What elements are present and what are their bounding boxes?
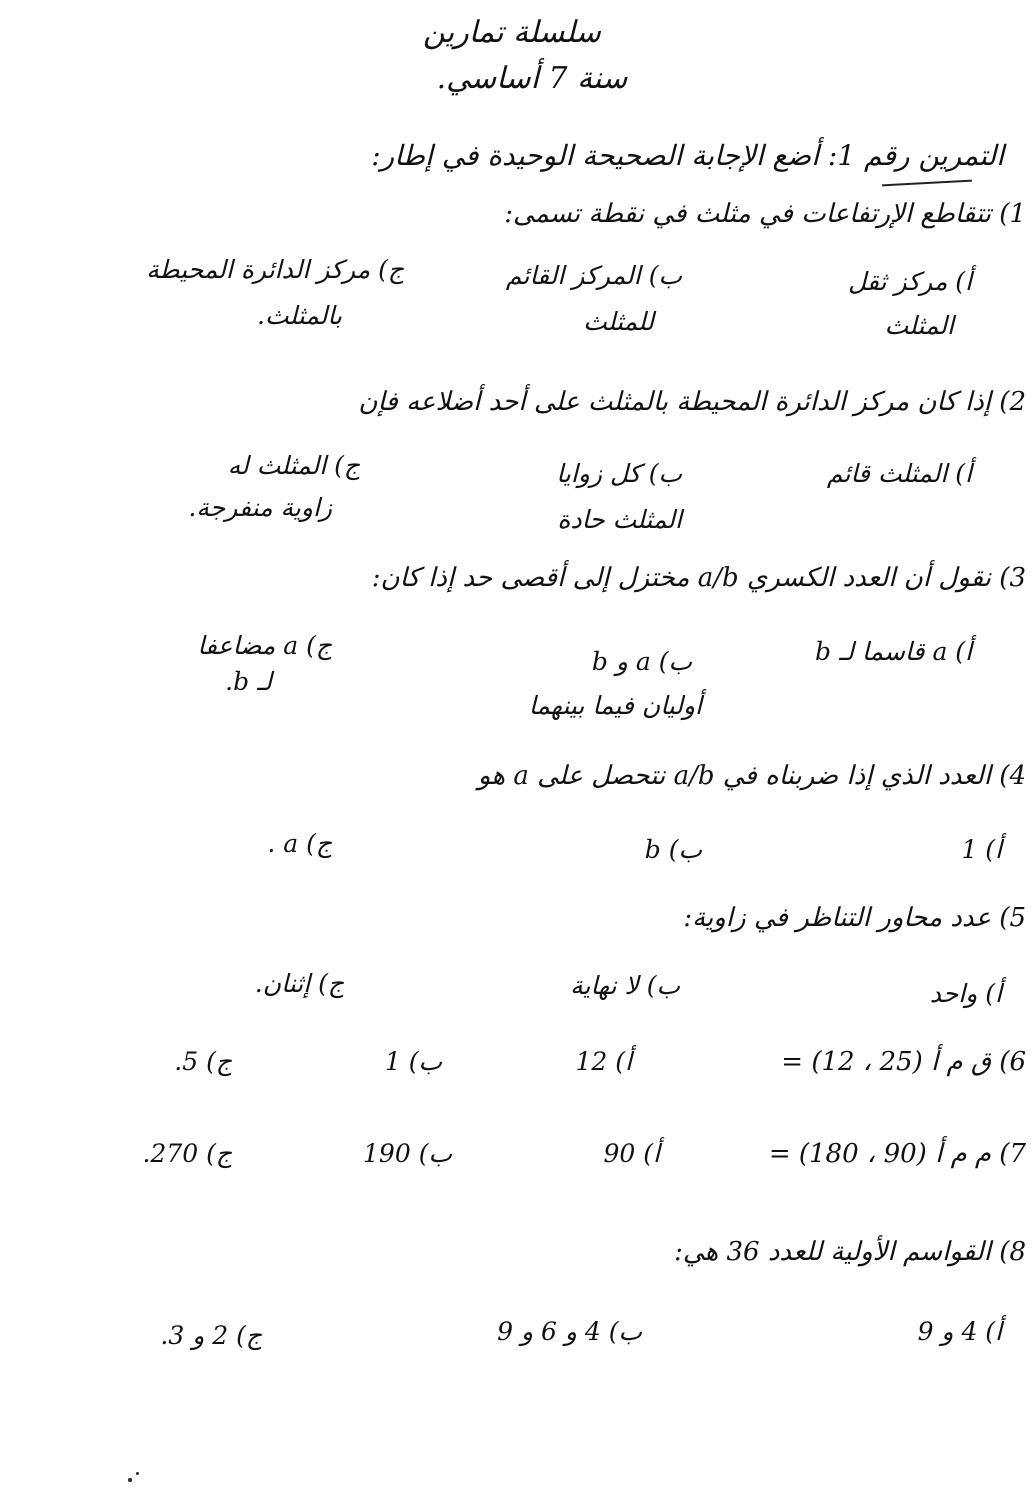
q5-option-b[interactable] [570,972,680,1001]
option-letter: ج) [378,255,404,284]
question-7 [769,1140,1026,1170]
option-text: مركز ثقل [847,267,948,296]
option-text: 5. [174,1047,199,1076]
question-number: 3) [999,563,1026,593]
option-text: 12 [575,1047,608,1076]
q7-option-b[interactable] [363,1140,452,1169]
q6-option-c[interactable] [174,1048,232,1077]
option-text: a و b [591,647,651,676]
question-1 [504,200,1026,230]
question-number: 6) [999,1047,1026,1077]
question-text: م م أ (90 ، 180) = [768,1139,992,1169]
option-letter: أ) [643,1139,660,1168]
question-number: 2) [999,387,1026,417]
q1-option-c-line2: بالمثلث. [257,301,342,330]
q1-option-a[interactable] [848,268,972,297]
q3-option-c-line2: لـ b. [225,667,272,696]
option-text: لا نهاية [570,971,639,1000]
q7-option-a[interactable] [604,1140,660,1169]
q5-option-c[interactable] [255,970,344,999]
option-letter: ب) [608,1317,642,1346]
option-letter: ب) [646,971,680,1000]
q1-option-b[interactable] [506,262,682,291]
question-text: ق م أ (25 ، 12) = [781,1047,992,1077]
question-number: 7) [999,1139,1026,1169]
question-text: إذا كان مركز الدائرة المحيطة بالمثلث على أحد أضلاعه فإن [358,387,992,417]
q2-option-b-line2: المثلث حادة [557,505,682,534]
q3-option-a[interactable] [815,638,972,667]
q8-option-a[interactable] [918,1318,1002,1347]
q3-option-b[interactable] [592,648,692,677]
question-text: تتقاطع الإرتفاعات في مثلث في نقطة تسمى: [504,199,992,229]
option-text: a . [267,829,299,858]
option-text: مركز الدائرة المحيطة [146,255,371,284]
q8-option-c[interactable] [160,1322,262,1351]
q4-option-a[interactable] [961,836,1002,865]
option-letter: ج) [334,451,360,480]
q4-option-c[interactable] [267,830,332,859]
option-text: 190 [363,1139,411,1168]
question-number: 1) [999,199,1026,229]
option-letter: أ) [955,637,972,666]
option-letter: ج) [306,631,332,660]
option-text: كل زوايا [556,459,641,488]
q2-option-a[interactable] [827,460,972,489]
option-text: 270. [142,1139,199,1168]
option-text: المثلث له [227,451,327,480]
option-letter: ج) [236,1321,262,1350]
option-letter: أ) [955,267,972,296]
question-text: نقول أن العدد الكسري a/b مختزل إلى أقصى حد إذا كان: [371,563,992,593]
q6-option-a[interactable] [576,1048,632,1077]
option-text: إثنان. [254,969,311,998]
option-letter: ب) [418,1139,452,1168]
series-title: سلسلة تمارين [423,15,601,50]
option-letter: ب) [668,835,702,864]
question-number: 5) [999,903,1026,933]
q1-option-a-line2: المثلث [884,311,954,340]
option-letter: ج) [306,829,332,858]
option-letter: أ) [985,979,1002,1008]
option-text: 90 [603,1139,636,1168]
q2-option-c[interactable] [228,452,360,481]
question-text: القواسم الأولية للعدد 36 هي: [674,1237,992,1267]
option-text: المثلث قائم [826,459,948,488]
option-letter: ج) [206,1139,232,1168]
question-text: عدد محاور التناظر في زاوية: [683,903,992,933]
question-5 [683,904,1026,934]
stray-pen-mark [136,1472,139,1475]
option-text: 1 [384,1047,401,1076]
option-text: a قاسما لـ b [815,637,948,666]
question-number: 4) [999,761,1026,791]
q2-option-b[interactable] [556,460,682,489]
q3-option-b-line2: أوليان فيما بينهما [528,691,702,720]
option-text: 2 و 3. [160,1321,229,1350]
question-4 [478,762,1026,792]
option-letter: أ) [615,1047,632,1076]
option-text: 4 و 9 [917,1317,978,1346]
stray-pen-mark [128,1478,132,1482]
q6-option-b[interactable] [385,1048,442,1077]
option-letter: ب) [408,1047,442,1076]
option-letter: ب) [658,647,692,676]
option-text: 1 [961,835,978,864]
q1-option-c[interactable] [146,256,404,285]
instruction-underline [882,180,972,187]
option-letter: أ) [985,835,1002,864]
option-text: المركز القائم [505,261,641,290]
question-number: 8) [999,1237,1026,1267]
q2-option-c-line2: زاوية منفرجة. [188,493,332,522]
question-8 [674,1238,1026,1268]
question-2 [358,388,1026,418]
option-text: واحد [929,979,978,1008]
option-letter: أ) [955,459,972,488]
option-text: 4 و 6 و 9 [497,1317,601,1346]
option-text: b [644,835,661,864]
q1-option-b-line2: للمثلث [583,307,654,336]
q3-option-c[interactable] [197,632,332,661]
question-text: العدد الذي إذا ضربناه في a/b نتحصل على a هو [477,761,992,791]
option-letter: ب) [648,261,682,290]
option-letter: ج) [206,1047,232,1076]
question-3 [372,564,1026,594]
option-letter: ب) [648,459,682,488]
q5-option-a[interactable] [930,980,1002,1009]
q4-option-b[interactable] [645,836,702,865]
q7-option-c[interactable] [142,1140,232,1169]
option-letter: أ) [985,1317,1002,1346]
q8-option-b[interactable] [497,1318,642,1347]
exercise-instruction: التمرين رقم 1: أضع الإجابة الصحيحة الوحيدة في إطار: [371,139,1004,172]
option-letter: ج) [318,969,344,998]
option-text: a مضاعفا [197,631,299,660]
question-6 [781,1048,1026,1078]
grade-label: سنة 7 أساسي. [436,61,628,96]
